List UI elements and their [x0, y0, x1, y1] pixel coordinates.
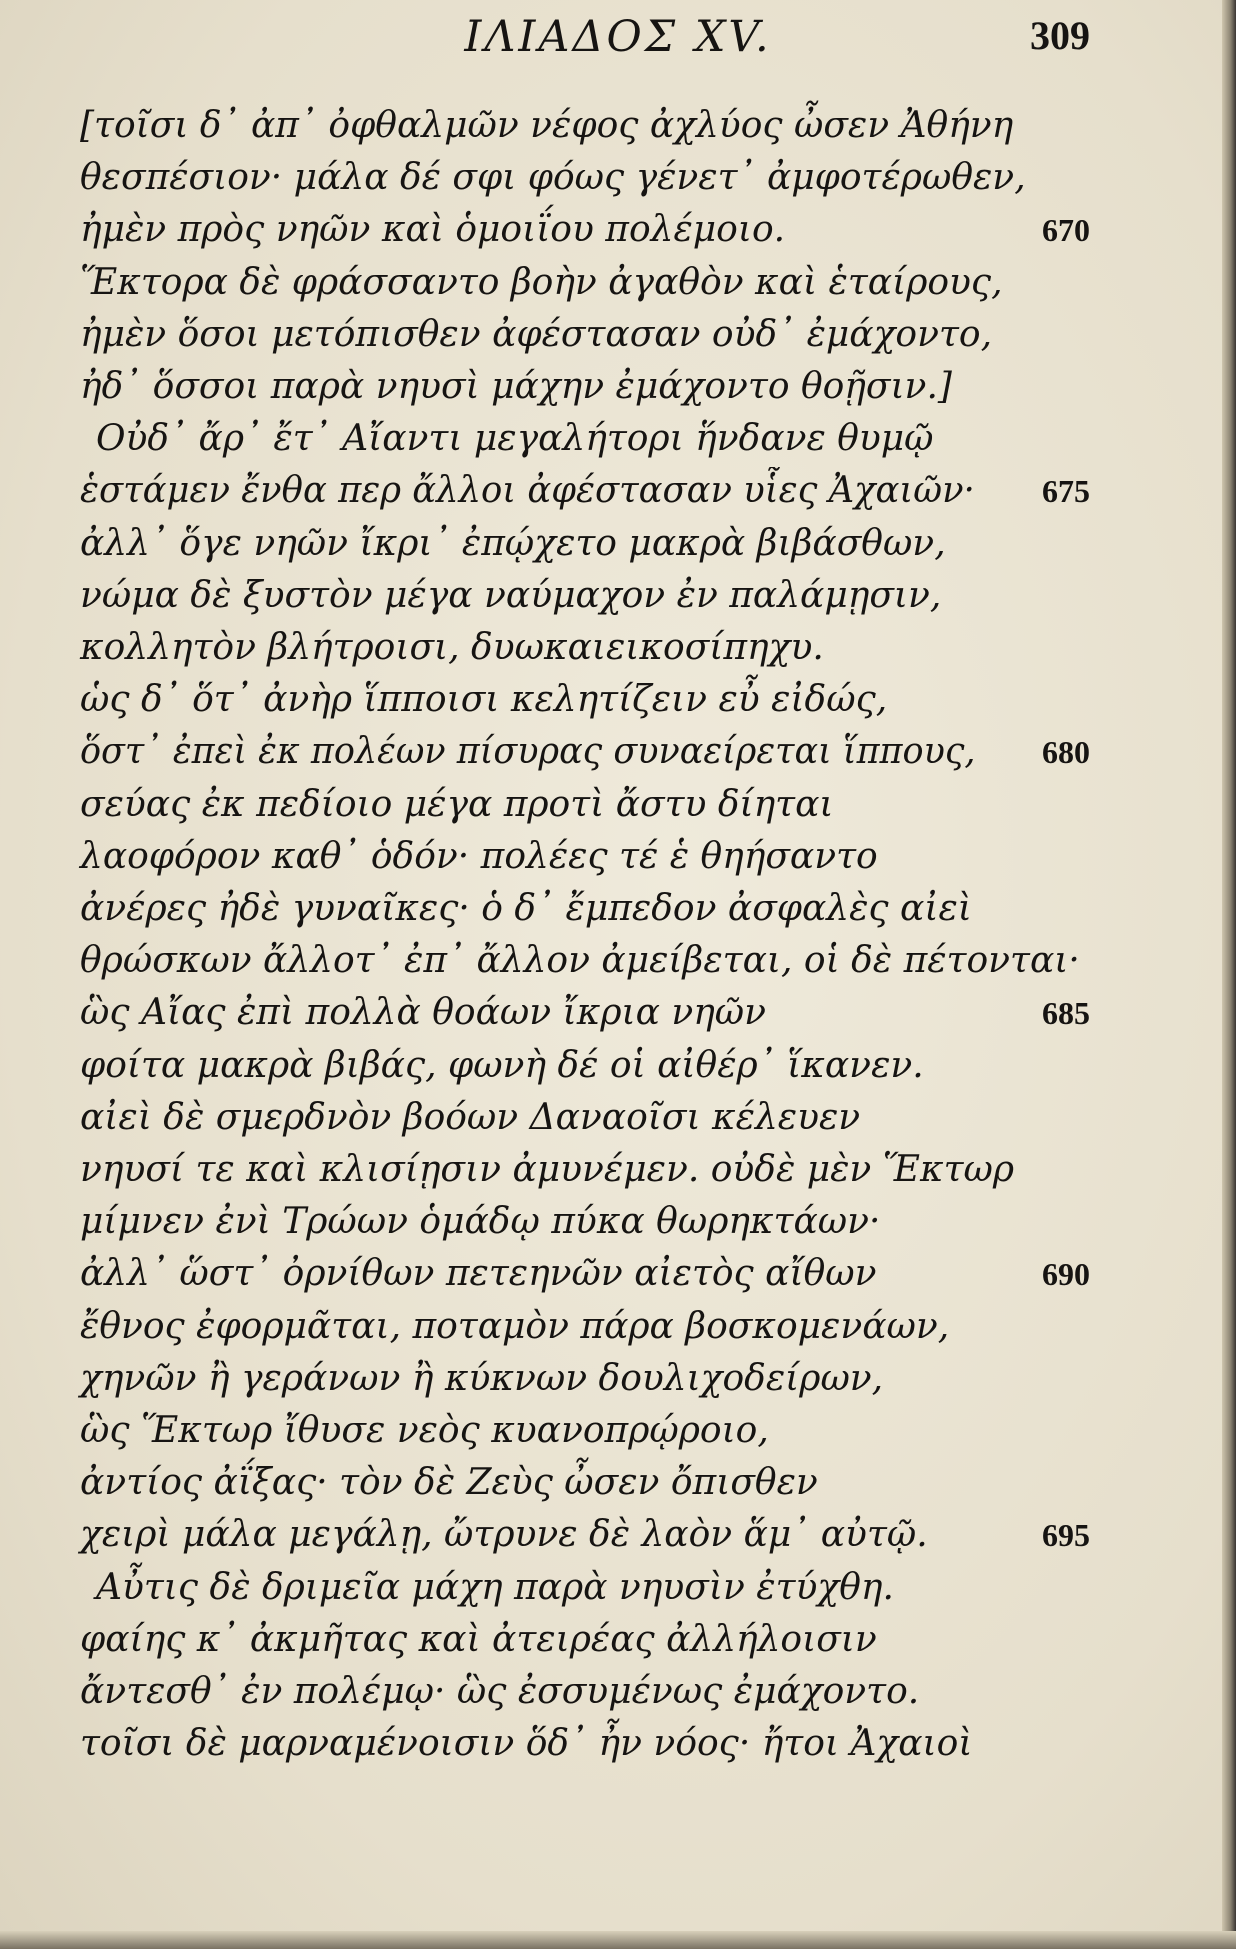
verse-text: Ἕκτορα δὲ φράσσαντο βοὴν ἀγαθὸν καὶ ἑταίρους,: [80, 262, 1003, 303]
verse-text: κολλητὸν βλήτροισι, δυωκαιεικοσίπηχυ.: [80, 627, 824, 668]
verse-text: χηνῶν ἢ γεράνων ἢ κύκνων δουλιχοδείρων,: [80, 1358, 884, 1399]
verse-line: [0, 883, 1236, 935]
verse-line: [0, 413, 1236, 465]
verse-text: ὣς Ἕκτωρ ἴθυσε νεὸς κυανοπρῴροιο,: [80, 1410, 769, 1451]
verse-text: [τοῖσι δ᾽ ἀπ᾽ ὀφθαλμῶν νέφος ἀχλύος ὦσεν Ἀθήνη: [80, 105, 1014, 146]
verse-line: [0, 1666, 1236, 1718]
line-number: 680: [1042, 734, 1090, 770]
verse-line: [0, 1092, 1236, 1144]
verse-text: φαίης κ᾽ ἀκμῆτας καὶ ἀτειρέας ἀλλήλοισιν: [80, 1619, 877, 1660]
verse-text: ὡς δ᾽ ὅτ᾽ ἀνὴρ ἵπποισι κελητίζειν εὖ εἰδώς,: [80, 679, 888, 720]
verse-line: [0, 465, 1236, 517]
verse-text: νώμα δὲ ξυστὸν μέγα ναύμαχον ἐν παλάμῃσιν,: [80, 575, 942, 616]
verse-line: [0, 779, 1236, 831]
verse-text: χειρὶ μάλα μεγάλῃ, ὤτρυνε δὲ λαὸν ἅμ᾽ αὐτῷ.: [80, 1514, 928, 1555]
verse-text: λαοφόρον καθ᾽ ὁδόν· πολέες τέ ἑ θηήσαντο: [80, 836, 878, 877]
verse-text: ὅστ᾽ ἐπεὶ ἐκ πολέων πίσυρας συναείρεται ἵππους,: [80, 731, 976, 772]
verse-text: ἠμὲν πρὸς νηῶν καὶ ὁμοιΐου πολέμοιο.: [80, 209, 786, 250]
verse-line: [0, 987, 1236, 1039]
verse-line: [0, 1040, 1236, 1092]
verse-line: [0, 152, 1236, 204]
verse-line: [0, 570, 1236, 622]
verse-line: [0, 1614, 1236, 1666]
verse-line: [0, 100, 1236, 152]
line-number: 695: [1042, 1517, 1090, 1553]
verse-line: [0, 361, 1236, 413]
verse-line: [0, 204, 1236, 256]
verse-text: ἀντίος ἀΐξας· τὸν δὲ Ζεὺς ὦσεν ὄπισθεν: [80, 1462, 818, 1503]
verse-line: [0, 1248, 1236, 1300]
line-number: 690: [1042, 1256, 1090, 1292]
verse-line: [0, 726, 1236, 778]
line-number: 675: [1042, 473, 1090, 509]
verse-line: [0, 518, 1236, 570]
verse-text: ὣς Αἴας ἐπὶ πολλὰ θοάων ἴκρια νηῶν: [80, 992, 767, 1033]
verse-text: ἄντεσθ᾽ ἐν πολέμῳ· ὣς ἐσσυμένως ἐμάχοντο.: [80, 1671, 920, 1712]
verse-line: [0, 1509, 1236, 1561]
verse-line: [0, 309, 1236, 361]
verse-text: ἔθνος ἐφορμᾶται, ποταμὸν πάρα βοσκομενάων,: [80, 1306, 950, 1347]
verse-text: αἰεὶ δὲ σμερδνὸν βοόων Δαναοῖσι κέλευεν: [80, 1097, 861, 1138]
verse-line: [0, 1405, 1236, 1457]
verse-line: [0, 1718, 1236, 1770]
verse-line: [0, 1301, 1236, 1353]
verse-line: [0, 1353, 1236, 1405]
page-bottom-edge: [0, 1931, 1236, 1949]
verse-text: φοίτα μακρὰ βιβάς, φωνὴ δέ οἱ αἰθέρ᾽ ἵκανεν.: [80, 1045, 924, 1086]
verse-text: νηυσί τε καὶ κλισίῃσιν ἀμυνέμεν. οὐδὲ μὲν Ἕκτωρ: [80, 1149, 1015, 1190]
verse-line: [0, 257, 1236, 309]
verse-text: θρώσκων ἄλλοτ᾽ ἐπ᾽ ἄλλον ἀμείβεται, οἱ δὲ πέτονται·: [80, 940, 1080, 981]
verse-text: σεύας ἐκ πεδίοιο μέγα προτὶ ἄστυ δίηται: [80, 784, 834, 825]
verse-text: ἑστάμεν ἔνθα περ ἄλλοι ἀφέστασαν υἷες Ἀχαιῶν·: [80, 470, 975, 511]
verse-text: Οὐδ᾽ ἄρ᾽ ἔτ᾽ Αἴαντι μεγαλήτορι ἥνδανε θυμῷ: [96, 418, 934, 459]
verse-line: [0, 1196, 1236, 1248]
verse-line: [0, 622, 1236, 674]
verse-line: [0, 831, 1236, 883]
verse-text: τοῖσι δὲ μαρναμένοισιν ὅδ᾽ ἦν νόος· ἤτοι Ἀχαιοὶ: [80, 1723, 973, 1764]
page-edge-shadow: [1222, 0, 1236, 1949]
verse-line: [0, 1457, 1236, 1509]
verse-text: Αὖτις δὲ δριμεῖα μάχη παρὰ νηυσὶν ἐτύχθη.: [96, 1567, 894, 1608]
verse-text: ἀνέρες ἠδὲ γυναῖκες· ὁ δ᾽ ἔμπεδον ἀσφαλὲς αἰεὶ: [80, 888, 972, 929]
page-number: 309: [1030, 13, 1090, 58]
verse-text: ἀλλ᾽ ὅγε νηῶν ἴκρι᾽ ἐπῴχετο μακρὰ βιβάσθων,: [80, 523, 946, 564]
verse-text: ἠμὲν ὅσοι μετόπισθεν ἀφέστασαν οὐδ᾽ ἐμάχοντο,: [80, 314, 993, 355]
verse-text: ἠδ᾽ ὅσσοι παρὰ νηυσὶ μάχην ἐμάχοντο θοῇσιν.]: [80, 366, 952, 407]
line-number: 685: [1042, 995, 1090, 1031]
verse-text: θεσπέσιον· μάλα δέ σφι φόως γένετ᾽ ἀμφοτέρωθεν,: [80, 157, 1026, 198]
running-head-title: ΙΛΙΑΔΟΣ XV.: [464, 12, 772, 62]
line-number: 670: [1042, 212, 1090, 248]
verse-line: [0, 1144, 1236, 1196]
verse-text: μίμνεν ἐνὶ Τρώων ὁμάδῳ πύκα θωρηκτάων·: [80, 1201, 881, 1242]
verse-line: [0, 1562, 1236, 1614]
verse-text: ἀλλ᾽ ὥστ᾽ ὀρνίθων πετεηνῶν αἰετὸς αἴθων: [80, 1253, 877, 1294]
verse-line: [0, 674, 1236, 726]
verse-line: [0, 935, 1236, 987]
